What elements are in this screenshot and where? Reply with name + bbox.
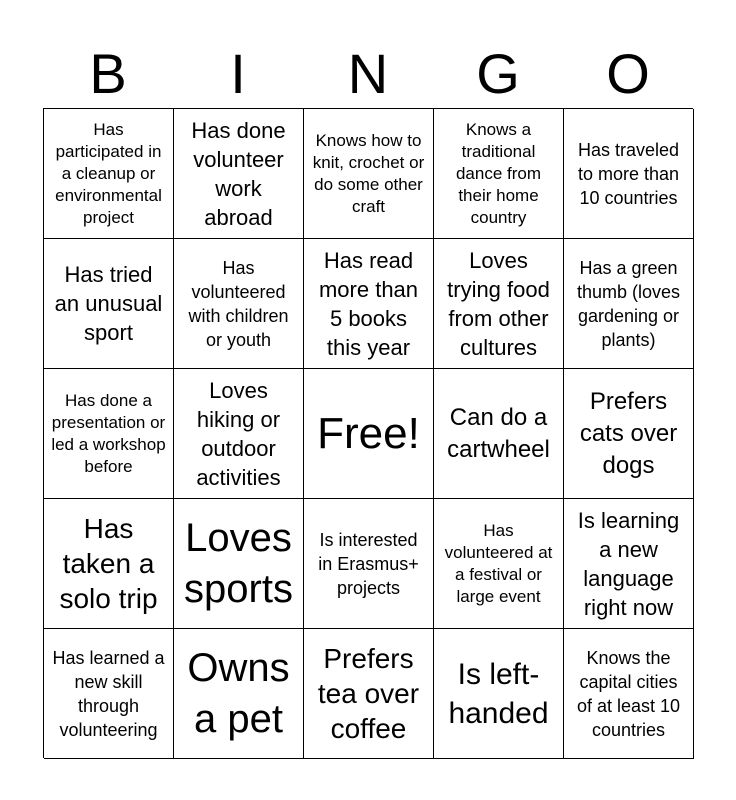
bingo-cell-text: Prefers tea over coffee bbox=[317, 643, 420, 744]
bingo-cell-r4-c3[interactable] bbox=[304, 499, 434, 629]
bingo-cell-r1-c4[interactable] bbox=[434, 109, 564, 239]
bingo-cell-r4-c4[interactable] bbox=[434, 499, 564, 629]
header-letter-g: G bbox=[476, 42, 520, 105]
bingo-cell-text: Is learning a new language right now bbox=[577, 507, 680, 620]
bingo-cell-text: Has volunteered with children or youth bbox=[188, 257, 289, 350]
bingo-header bbox=[43, 40, 693, 108]
bingo-cell-text: Has volunteered at a festival or large event bbox=[444, 520, 553, 606]
bingo-card-grid bbox=[43, 108, 693, 758]
bingo-cell-r2-c1[interactable] bbox=[44, 239, 174, 369]
bingo-cell-r4-c1[interactable] bbox=[44, 499, 174, 629]
bingo-cell-text: Can do a cartwheel bbox=[447, 403, 550, 463]
bingo-cell-r5-c4[interactable] bbox=[434, 629, 564, 759]
bingo-cell-r2-c3[interactable] bbox=[304, 239, 434, 369]
bingo-cell-r1-c3[interactable] bbox=[304, 109, 434, 239]
bingo-cell-r5-c3[interactable] bbox=[304, 629, 434, 759]
bingo-cell-text: Prefers cats over dogs bbox=[579, 387, 678, 479]
bingo-cell-text: Has done a presentation or led a workshop before bbox=[51, 390, 166, 476]
bingo-cell-text: Has done volunteer work abroad bbox=[191, 117, 286, 230]
bingo-cell-free[interactable] bbox=[304, 369, 434, 499]
bingo-cell-text: Has learned a new skill through volunteering bbox=[52, 647, 165, 740]
bingo-cell-text: Is interested in Erasmus+ projects bbox=[318, 529, 419, 598]
bingo-cell-r5-c5[interactable] bbox=[564, 629, 694, 759]
bingo-cell-r5-c1[interactable] bbox=[44, 629, 174, 759]
header-letter-n: N bbox=[347, 42, 389, 105]
bingo-cell-text: Knows a traditional dance from their home country bbox=[455, 119, 542, 227]
bingo-cell-r1-c5[interactable] bbox=[564, 109, 694, 239]
bingo-cell-text: Owns a pet bbox=[187, 645, 290, 741]
bingo-cell-r5-c2[interactable] bbox=[174, 629, 304, 759]
bingo-cell-r3-c1[interactable] bbox=[44, 369, 174, 499]
header-letter-o: O bbox=[606, 42, 650, 105]
bingo-cell-r2-c4[interactable] bbox=[434, 239, 564, 369]
bingo-cell-r3-c2[interactable] bbox=[174, 369, 304, 499]
bingo-cell-text: Loves sports bbox=[184, 515, 293, 611]
bingo-cell-r2-c2[interactable] bbox=[174, 239, 304, 369]
bingo-cell-text: Knows how to knit, crochet or do some other craft bbox=[312, 130, 425, 216]
bingo-cell-text: Knows the capital cities of at least 10 countries bbox=[576, 647, 681, 740]
bingo-cell-text: Is left-handed bbox=[448, 657, 549, 730]
bingo-cell-r1-c1[interactable] bbox=[44, 109, 174, 239]
header-letter-b: B bbox=[89, 42, 127, 105]
bingo-cell-text: Has traveled to more than 10 countries bbox=[577, 139, 680, 208]
bingo-cell-r4-c2[interactable] bbox=[174, 499, 304, 629]
bingo-cell-text: Free! bbox=[317, 409, 420, 458]
bingo-cell-text: Has taken a solo trip bbox=[59, 513, 158, 614]
bingo-cell-text: Loves hiking or outdoor activities bbox=[196, 377, 281, 490]
bingo-cell-r3-c4[interactable] bbox=[434, 369, 564, 499]
bingo-cell-text: Loves trying food from other cultures bbox=[447, 247, 550, 360]
bingo-cell-text: Has read more than 5 books this year bbox=[318, 247, 419, 360]
bingo-cell-r1-c2[interactable] bbox=[174, 109, 304, 239]
bingo-cell-text: Has participated in a cleanup or environmental project bbox=[55, 119, 162, 227]
bingo-cell-r3-c5[interactable] bbox=[564, 369, 694, 499]
bingo-cell-text: Has tried an unusual sport bbox=[54, 262, 163, 345]
bingo-cell-r4-c5[interactable] bbox=[564, 499, 694, 629]
header-letter-i: I bbox=[230, 42, 246, 105]
bingo-cell-r2-c5[interactable] bbox=[564, 239, 694, 369]
bingo-cell-text: Has a green thumb (loves gardening or plants) bbox=[576, 257, 681, 350]
